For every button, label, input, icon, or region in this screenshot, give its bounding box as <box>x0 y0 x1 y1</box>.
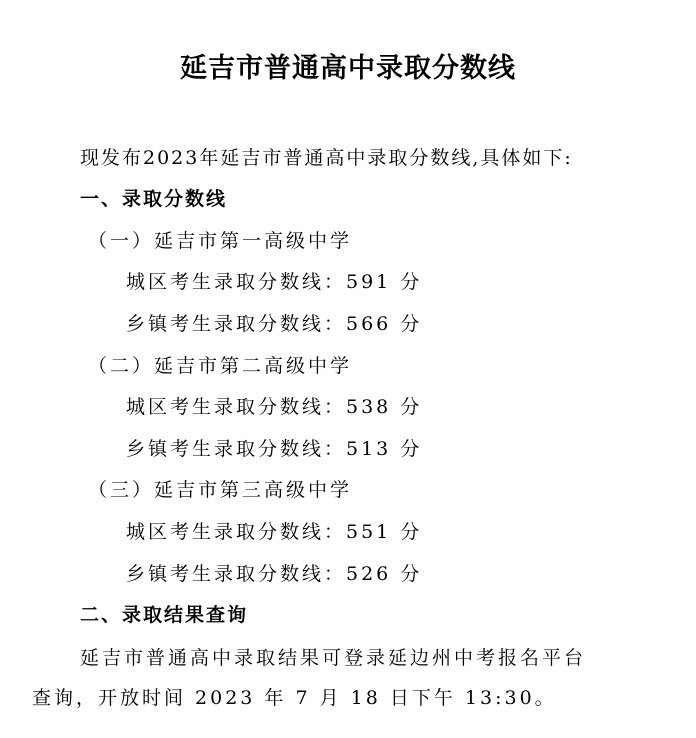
document-title: 延吉市普通高中录取分数线 <box>180 53 516 84</box>
school-name-no3: （三）延吉市第三高级中学 <box>88 479 353 501</box>
school-name-no2: （二）延吉市第二高级中学 <box>88 355 353 377</box>
score-line-urban-no1: 城区考生录取分数线：591 分 <box>126 271 423 293</box>
score-line-rural-no3: 乡镇考生录取分数线：526 分 <box>126 563 423 585</box>
section-heading-result-query: 二、录取结果查询 <box>80 604 249 626</box>
score-line-urban-no2: 城区考生录取分数线：538 分 <box>126 396 423 418</box>
score-line-rural-no1: 乡镇考生录取分数线：566 分 <box>126 313 423 335</box>
score-line-urban-no3: 城区考生录取分数线：551 分 <box>126 521 423 543</box>
score-line-rural-no2: 乡镇考生录取分数线：513 分 <box>126 438 423 460</box>
intro-paragraph: 现发布2023年延吉市普通高中录取分数线,具体如下: <box>80 147 573 169</box>
query-paragraph-line-2: 查询，开放时间 2023 年 7 月 18 日下午 13:30。 <box>32 687 557 709</box>
query-paragraph-line-1: 延吉市普通高中录取结果可登录延边州中考报名平台 <box>80 647 587 669</box>
school-name-no1: （一）延吉市第一高级中学 <box>88 230 353 252</box>
section-heading-admission-scores: 一、录取分数线 <box>80 188 228 210</box>
